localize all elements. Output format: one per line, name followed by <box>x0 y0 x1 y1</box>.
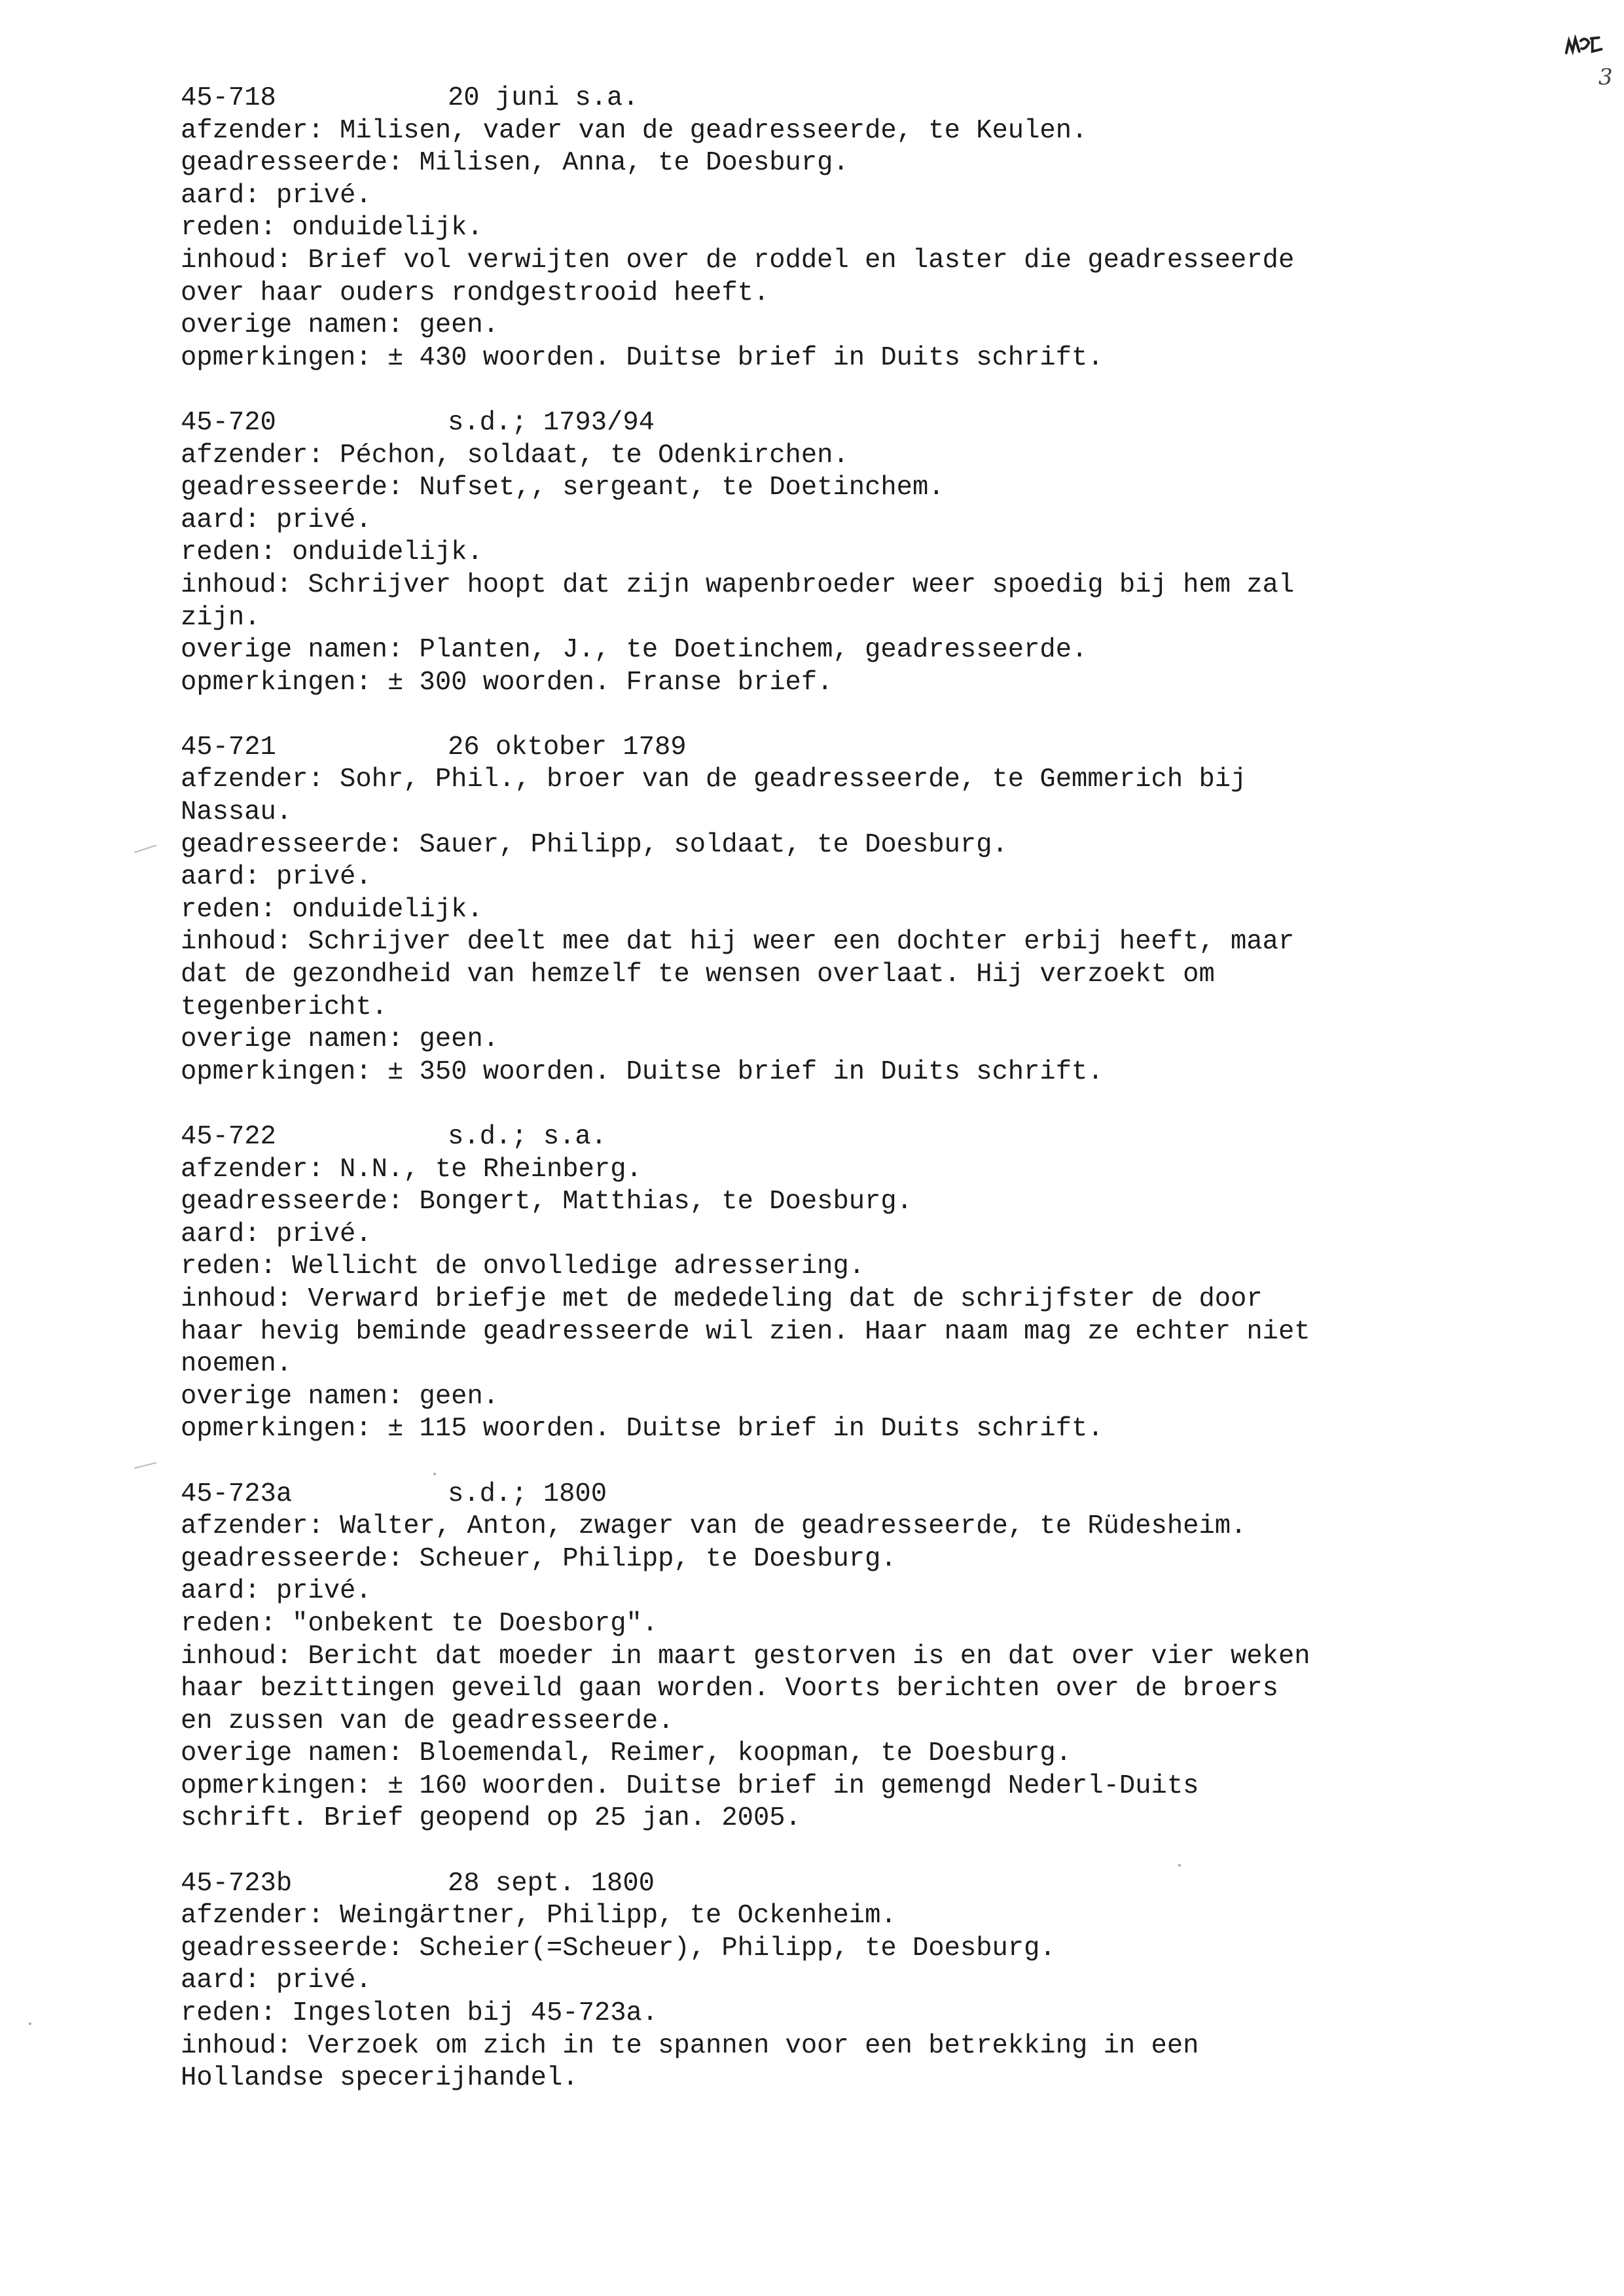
register-entry <box>181 82 1490 374</box>
entry-text-line: dat de gezondheid van hemzelf te wensen overlaat. Hij verzoekt om <box>181 960 1215 990</box>
entry-text-line: opmerkingen: ± 160 woorden. Duitse brief in gemengd Nederl-Duits <box>181 1770 1199 1801</box>
entry-text-line: en zussen van de geadresseerde. <box>181 1706 674 1736</box>
entry-text-line: aard: privé. <box>181 862 372 893</box>
entry-text-line: aard: privé. <box>181 180 372 211</box>
entry-text-line: over haar ouders rondgestrooid heeft. <box>181 278 770 308</box>
entry-text-line: aard: privé. <box>181 1219 372 1249</box>
entry-text-line: tegenbericht. <box>181 992 388 1022</box>
entry-text-line: reden: "onbekent te Doesborg". <box>181 1608 659 1639</box>
entry-text-line: noemen. <box>181 1349 293 1380</box>
entry-text-line: geadresseerde: Bongert, Matthias, te Doesburg. <box>181 1187 912 1217</box>
entry-date: 28 sept. 1800 <box>448 1868 655 1899</box>
entry-text-line: inhoud: Verward briefje met de mededeling dat de schrijfster de door <box>181 1283 1263 1314</box>
entry-text-line: opmerkingen: ± 300 woorden. Franse brief. <box>181 667 833 698</box>
letter-register-list <box>181 82 1490 2127</box>
entry-text-line: reden: Ingesloten bij 45-723a. <box>181 1998 659 2029</box>
register-entry <box>181 1479 1490 1836</box>
register-entry <box>181 1868 1490 2095</box>
entry-text-line: reden: onduidelijk. <box>181 537 483 568</box>
entry-text-line: inhoud: Verzoek om zich in te spannen voor een betrekking in een <box>181 2030 1199 2061</box>
register-entry <box>181 407 1490 699</box>
entry-text-line: reden: onduidelijk. <box>181 213 483 243</box>
entry-id: 45-718 <box>181 83 276 113</box>
entry-header <box>181 1121 1490 1154</box>
register-entry <box>181 732 1490 1089</box>
entry-text-line: afzender: N.N., te Rheinberg. <box>181 1154 642 1185</box>
stamp-scribble-icon <box>1562 32 1605 62</box>
entry-id: 45-721 <box>181 732 276 762</box>
entry-id: 45-723a <box>181 1479 293 1509</box>
entry-id: 45-720 <box>181 407 276 438</box>
entry-header <box>181 1479 1490 1511</box>
entry-text-line: haar hevig beminde geadresseerde wil zien. Haar naam mag ze echter niet <box>181 1316 1310 1347</box>
entry-text-line: aard: privé. <box>181 1576 372 1607</box>
scan-artifact-dash <box>134 1462 156 1469</box>
entry-text-line: opmerkingen: ± 350 woorden. Duitse brief in Duits schrift. <box>181 1056 1104 1087</box>
entry-text-line: geadresseerde: Milisen, Anna, te Doesburg. <box>181 148 849 179</box>
entry-text-line: overige namen: Planten, J., te Doetinchem, geadresseerde. <box>181 635 1088 666</box>
entry-text-line: overige namen: Bloemendal, Reimer, koopman, te Doesburg. <box>181 1738 1072 1769</box>
entry-date: 26 oktober 1789 <box>448 732 687 762</box>
archive-stamp-mark <box>1562 32 1605 62</box>
entry-header <box>181 407 1490 440</box>
entry-text-line: inhoud: Brief vol verwijten over de roddel en laster die geadresseerde <box>181 245 1295 276</box>
entry-date: s.d.; s.a. <box>448 1122 607 1152</box>
entry-text-line: overige namen: geen. <box>181 310 499 341</box>
entry-id: 45-723b <box>181 1868 293 1899</box>
entry-text-line: geadresseerde: Scheier(=Scheuer), Philipp, te Doesburg. <box>181 1933 1056 1964</box>
entry-text-line: reden: onduidelijk. <box>181 894 483 925</box>
entry-text-line: schrift. Brief geopend op 25 jan. 2005. <box>181 1803 801 1834</box>
register-entry <box>181 1121 1490 1446</box>
entry-text-line: afzender: Sohr, Phil., broer van de geadresseerde, te Gemmerich bij <box>181 764 1247 795</box>
entry-text-line: inhoud: Schrijver hoopt dat zijn wapenbroeder weer spoedig bij hem zal <box>181 569 1295 600</box>
entry-text-line: geadresseerde: Sauer, Philipp, soldaat, te Doesburg. <box>181 829 1008 860</box>
scan-artifact-speck <box>29 2022 31 2025</box>
entry-text-line: opmerkingen: ± 115 woorden. Duitse brief in Duits schrift. <box>181 1414 1104 1444</box>
entry-id: 45-722 <box>181 1122 276 1152</box>
entry-text-line: geadresseerde: Nufset,, sergeant, te Doetinchem. <box>181 473 945 503</box>
entry-text-line: Hollandse specerijhandel. <box>181 2063 579 2094</box>
entry-text-line: afzender: Walter, Anton, zwager van de geadresseerde, te Rüdesheim. <box>181 1511 1247 1542</box>
entry-text-line: zijn. <box>181 602 261 633</box>
scan-artifact-dash <box>134 844 157 853</box>
entry-text-line: afzender: Milisen, vader van de geadresseerde, te Keulen. <box>181 115 1088 146</box>
entry-text-line: haar bezittingen geveild gaan worden. Voorts berichten over de broers <box>181 1674 1278 1704</box>
entry-header <box>181 82 1490 115</box>
entry-text-line: aard: privé. <box>181 505 372 535</box>
entry-text-line: aard: privé. <box>181 1965 372 1996</box>
entry-text-line: afzender: Péchon, soldaat, te Odenkirchen. <box>181 440 849 471</box>
entry-text-line: reden: Wellicht de onvolledige adressering. <box>181 1251 865 1282</box>
entry-header <box>181 732 1490 764</box>
entry-text-line: overige namen: geen. <box>181 1024 499 1055</box>
entry-text-line: inhoud: Schrijver deelt mee dat hij weer een dochter erbij heeft, maar <box>181 927 1295 958</box>
entry-text-line: geadresseerde: Scheuer, Philipp, te Doesburg. <box>181 1543 897 1574</box>
entry-text-line: Nassau. <box>181 797 293 828</box>
entry-date: s.d.; 1800 <box>448 1479 607 1509</box>
entry-text-line: overige namen: geen. <box>181 1381 499 1412</box>
entry-header <box>181 1868 1490 1901</box>
entry-date: s.d.; 1793/94 <box>448 407 655 438</box>
page-number: 3 <box>1598 64 1613 90</box>
entry-text-line: afzender: Weingärtner, Philipp, te Ockenheim. <box>181 1901 897 1931</box>
entry-date: 20 juni s.a. <box>448 83 639 113</box>
entry-text-line: opmerkingen: ± 430 woorden. Duitse brief in Duits schrift. <box>181 342 1104 373</box>
entry-text-line: inhoud: Bericht dat moeder in maart gestorven is en dat over vier weken <box>181 1641 1310 1672</box>
